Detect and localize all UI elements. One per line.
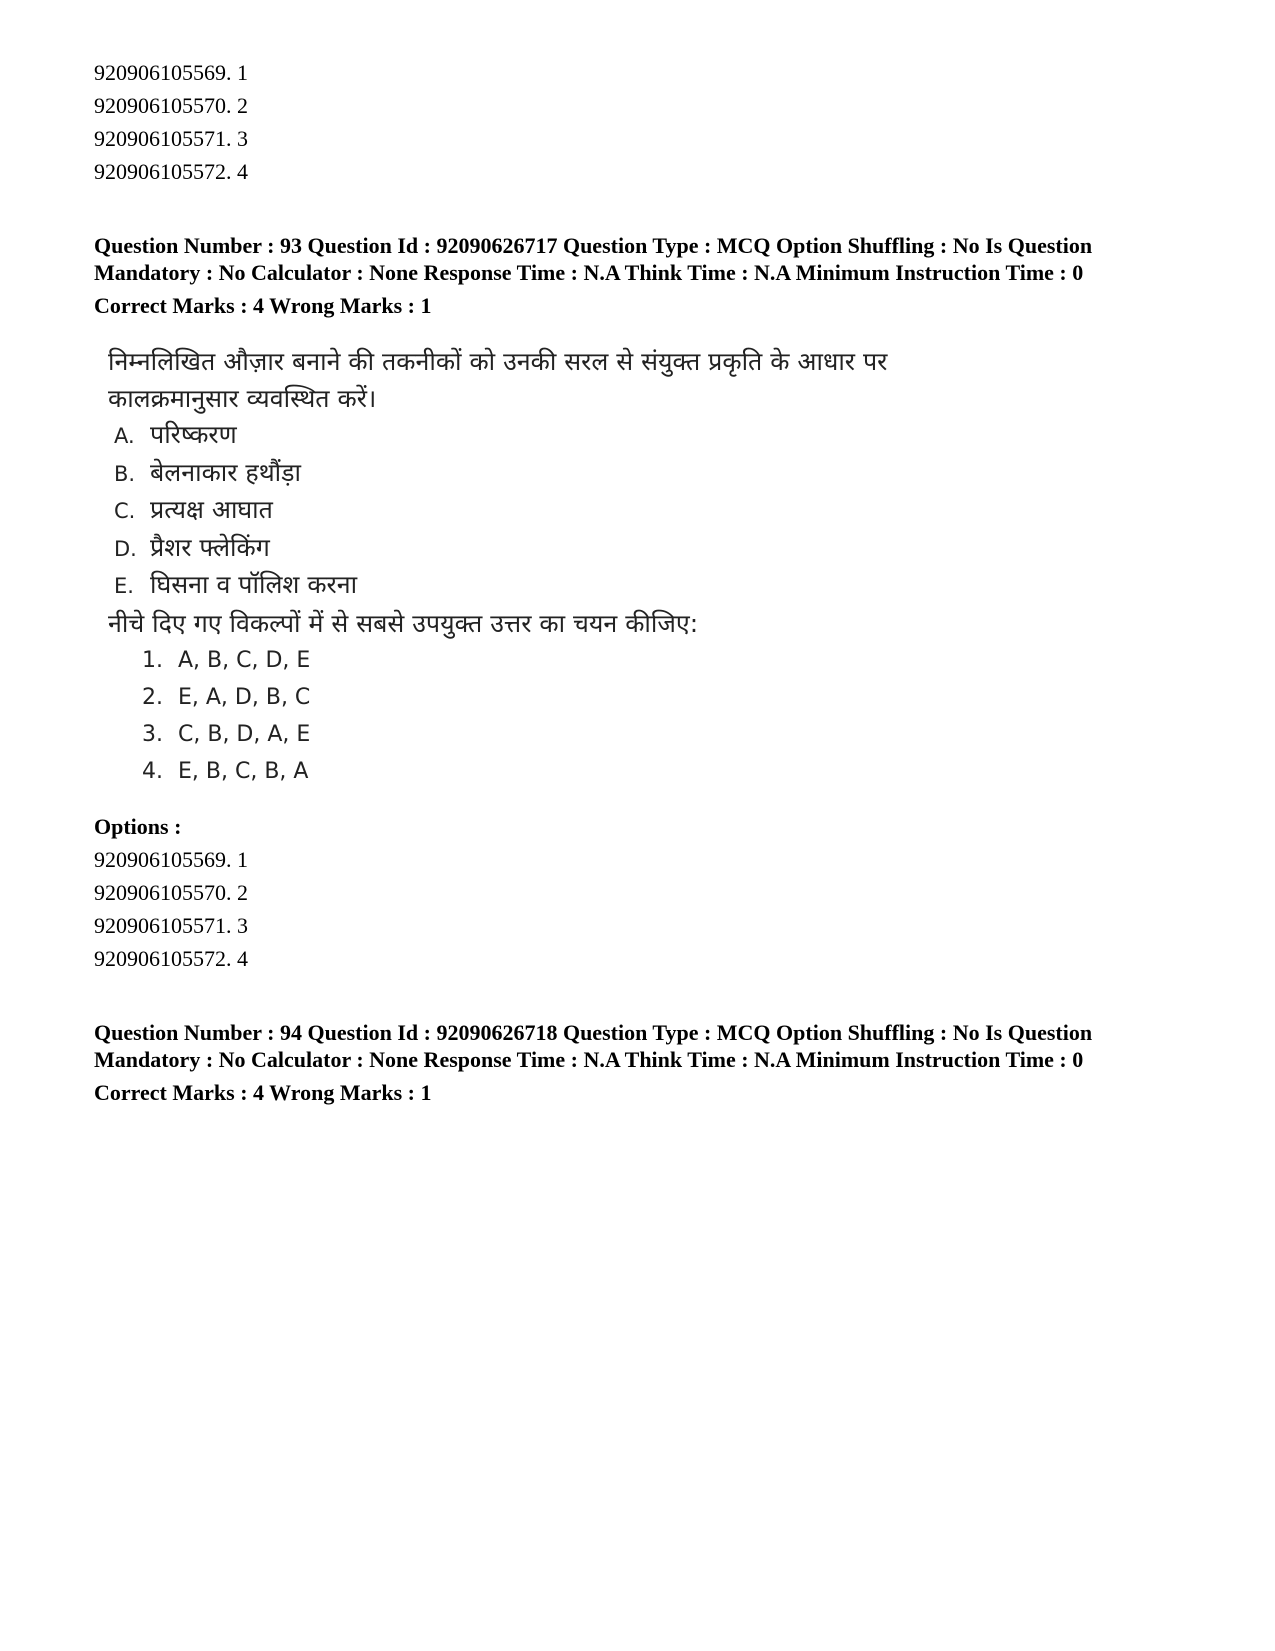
statement-item xyxy=(108,492,1194,530)
option-line: 920906105572. 4 xyxy=(94,159,248,184)
item-text: घिसना व पॉलिश करना xyxy=(150,570,358,599)
item-label: E. xyxy=(114,574,134,598)
item-text: परिष्करण xyxy=(150,420,237,449)
question-stem: निम्नलिखित औज़ार बनाने की तकनीकों को उनकी सरल से संयुक्त प्रकृति के आधार पर कालक्रमानुसार व्यवस्थित करें। xyxy=(108,347,888,413)
item-label: B. xyxy=(114,461,136,486)
option-line: 920906105570. 2 xyxy=(94,879,248,905)
answer-choice xyxy=(108,716,1194,753)
item-text: बेलनाकार हथौंड़ा xyxy=(150,457,301,487)
question-header: Question Number : 94 Question Id : 92090626718 Question Type : MCQ Option Shuffling : No Is Question Mandatory : No Calculator : None Response Time : N.A Think Time : N.A Minimum Instruction Time : 0 xyxy=(94,1019,1093,1072)
previous-question-options xyxy=(94,56,1194,188)
choice-label: 1. xyxy=(142,647,163,673)
document-page xyxy=(94,56,1194,1108)
option-line: 920906105570. 2 xyxy=(94,93,248,118)
item-label: D. xyxy=(114,536,137,561)
choice-label: 3. xyxy=(142,721,163,747)
option-line: 920906105569. 1 xyxy=(94,846,248,872)
option-line: 920906105571. 3 xyxy=(94,126,248,151)
statement-item xyxy=(108,530,1194,568)
item-label: A. xyxy=(114,424,135,448)
question-94 xyxy=(94,1019,1194,1108)
choice-text: E, B, C, B, A xyxy=(178,758,309,784)
choice-text: A, B, C, D, E xyxy=(178,647,311,673)
question-image xyxy=(94,343,1194,790)
answer-choice xyxy=(108,753,1194,790)
item-label: C. xyxy=(114,499,136,523)
answer-choice xyxy=(108,642,1194,679)
item-text: प्रत्यक्ष आघात xyxy=(150,495,273,524)
question-instruction: नीचे दिए गए विकल्पों में से सबसे उपयुक्त उत्तर का चयन कीजिए: xyxy=(108,608,699,638)
choice-text: C, B, D, A, E xyxy=(178,721,311,747)
statement-item xyxy=(108,417,1194,455)
option-line: 920906105569. 1 xyxy=(94,60,248,85)
answer-choice xyxy=(108,679,1194,716)
question-93 xyxy=(94,232,1194,975)
item-text: प्रैशर फ्लेकिंग xyxy=(150,532,270,562)
choice-label: 2. xyxy=(142,684,163,710)
statement-item xyxy=(108,455,1194,493)
question-marks: Correct Marks : 4 Wrong Marks : 1 xyxy=(94,1079,432,1105)
option-line: 920906105572. 4 xyxy=(94,945,248,971)
choice-label: 4. xyxy=(142,758,163,784)
options-heading: Options : xyxy=(94,813,182,839)
question-header: Question Number : 93 Question Id : 92090626717 Question Type : MCQ Option Shuffling : No Is Question Mandatory : No Calculator : None Response Time : N.A Think Time : N.A Minimum Instruction Time : 0 xyxy=(94,233,1093,285)
question-marks: Correct Marks : 4 Wrong Marks : 1 xyxy=(94,293,432,318)
statement-item xyxy=(108,567,1194,605)
choice-text: E, A, D, B, C xyxy=(178,684,311,710)
option-line: 920906105571. 3 xyxy=(94,912,248,938)
